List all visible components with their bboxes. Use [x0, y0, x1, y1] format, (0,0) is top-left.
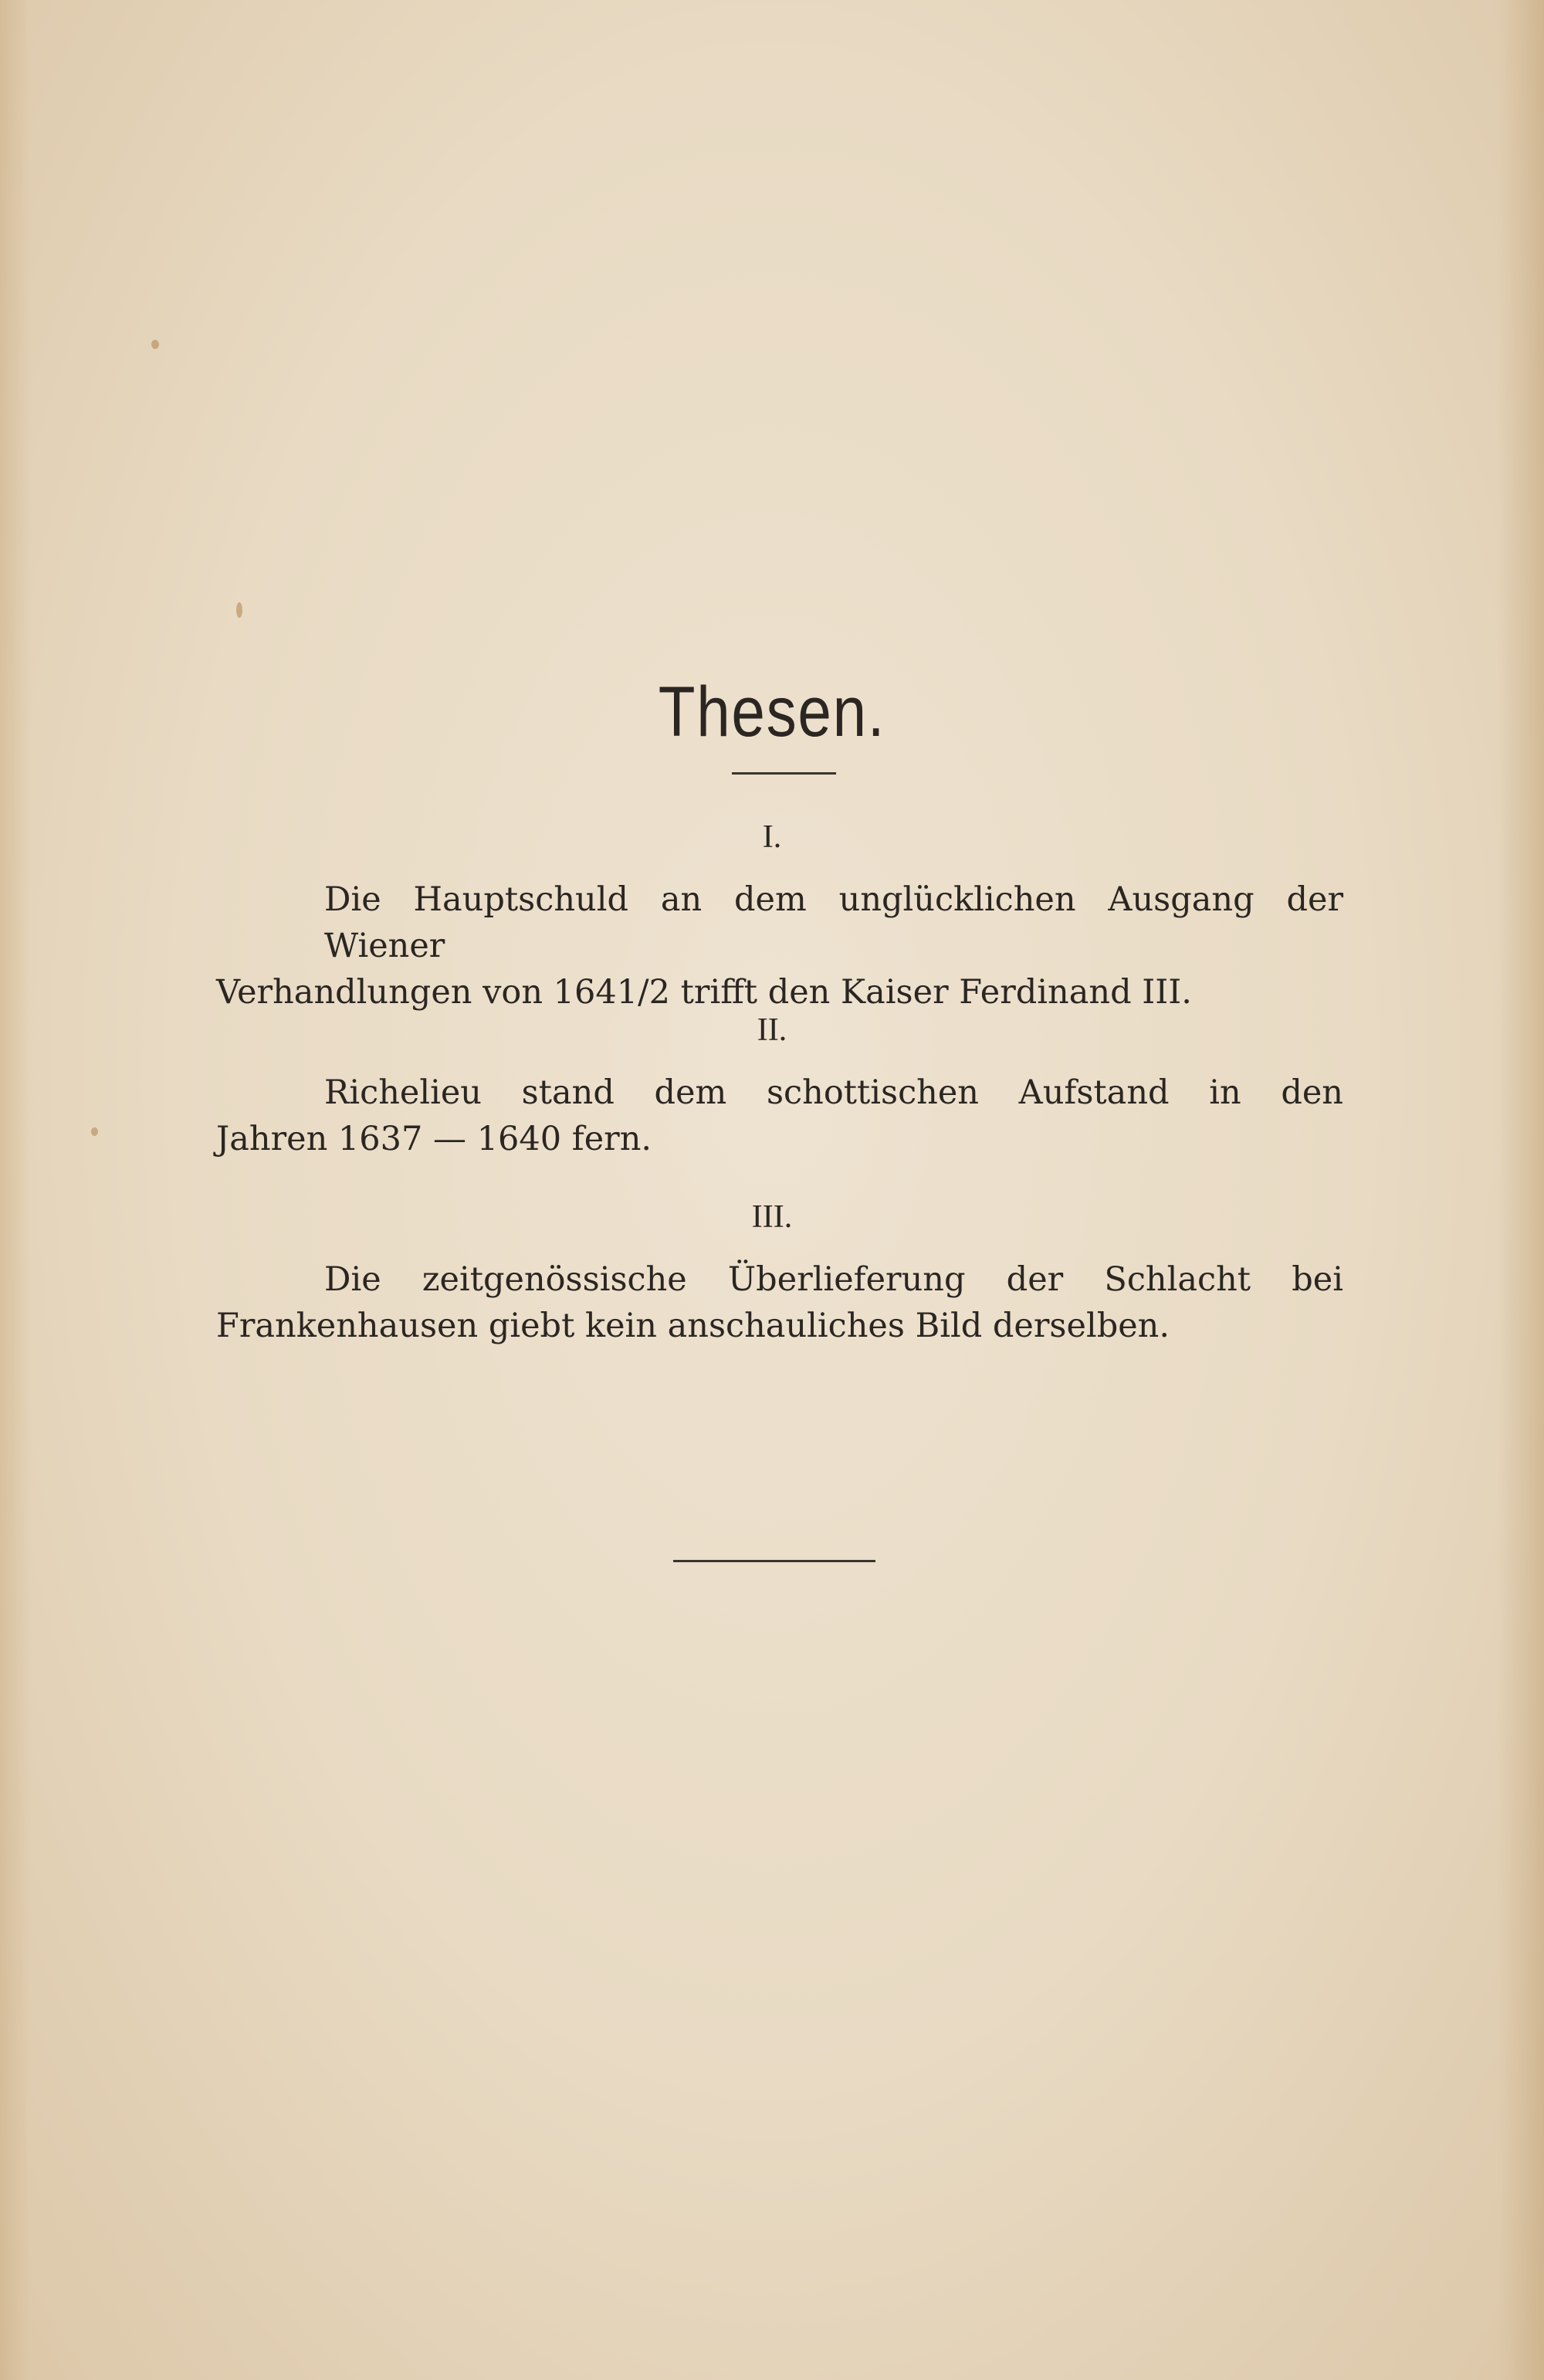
thesis-numeral-1: I. [762, 819, 782, 855]
thesis-paragraph-1 [216, 876, 1343, 1015]
thesis-numeral-3: III. [751, 1199, 793, 1235]
title-divider [732, 772, 836, 775]
thesis-2-rest: Jahren 1637 — 1640 fern. [216, 1120, 652, 1158]
closing-divider [673, 1560, 875, 1562]
thesis-3-rest: Frankenhausen giebt kein anschauliches Bild derselben. [216, 1307, 1170, 1345]
thesis-3-first-line: Die zeitgenössische Überlieferung der Schlacht bei [324, 1260, 1343, 1299]
thesis-numeral-2: II. [757, 1012, 787, 1048]
thesis-1-first-line: Die Hauptschuld an dem unglücklichen Ausgang der Wiener [324, 880, 1343, 965]
page-edge-shadow-right [1498, 0, 1544, 2380]
thesis-paragraph-2 [216, 1070, 1343, 1162]
page-edge-shadow-left [0, 0, 31, 2380]
thesis-paragraph-3 [216, 1256, 1343, 1349]
thesis-1-rest: Verhandlungen von 1641/2 trifft den Kaiser Ferdinand III. [216, 973, 1192, 1012]
paper-stain [236, 602, 242, 618]
page-title: Thesen. [658, 673, 886, 751]
paper-stain [91, 1127, 98, 1136]
thesis-2-first-line: Richelieu stand dem schottischen Aufstand in den [324, 1073, 1343, 1112]
paper-stain [151, 340, 159, 349]
